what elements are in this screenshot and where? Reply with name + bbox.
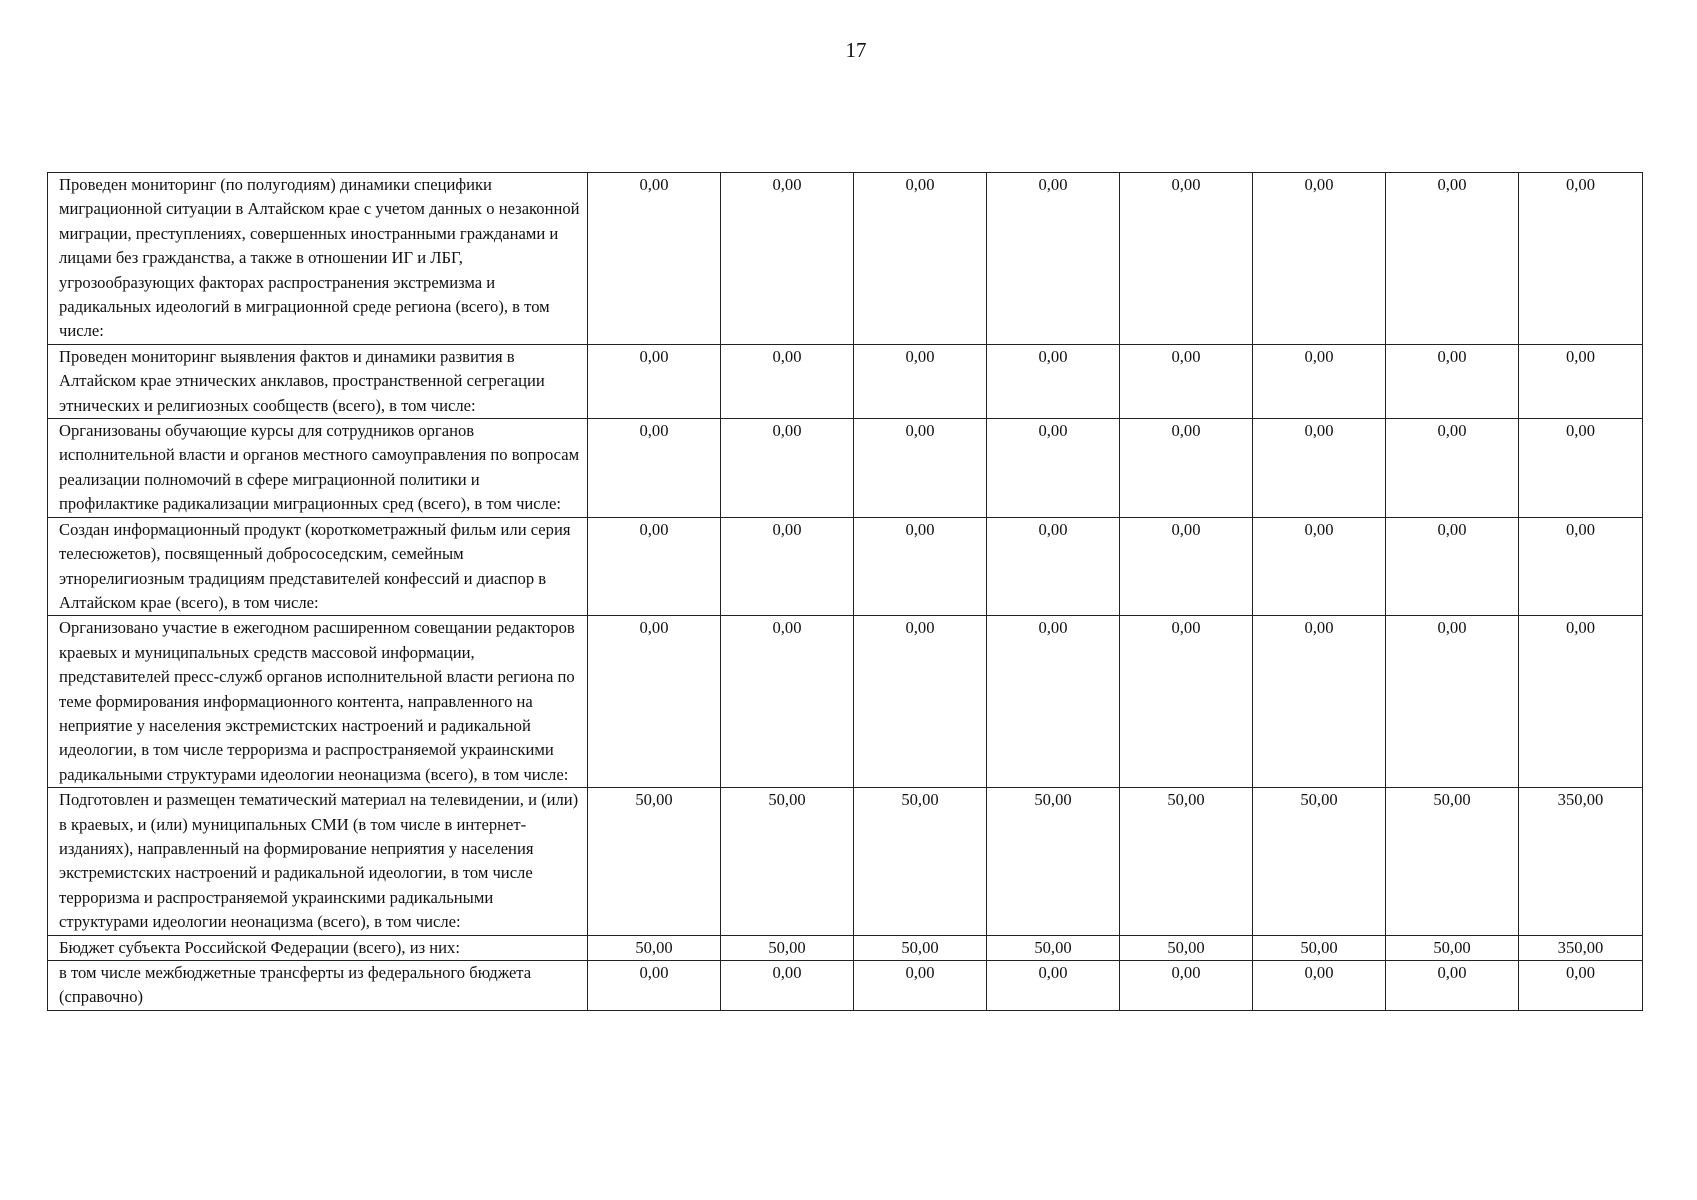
row-description: Организовано участие в ежегодном расширенном совещании редакторов краевых и муниципальных средств массовой информации, представителей пресс-служб органов исполнительной власти региона по теме формирования информационного контента, направленного на неприятие у населения экстремистских настроений и радикальной идеологии, в том числе терроризма и распространяемой украинскими радикальными структурами идеологии неонацизма (всего), в том числе: [48, 616, 588, 788]
row-value: 0,00 [987, 517, 1120, 616]
row-value: 0,00 [1386, 961, 1519, 1011]
table-row [48, 788, 1643, 935]
row-value: 0,00 [588, 173, 721, 345]
row-value: 0,00 [987, 419, 1120, 518]
row-value: 0,00 [1253, 344, 1386, 418]
row-description: Бюджет субъекта Российской Федерации (всего), из них: [48, 935, 588, 960]
row-value: 0,00 [721, 173, 854, 345]
row-value: 0,00 [987, 616, 1120, 788]
row-value: 0,00 [588, 419, 721, 518]
row-value: 0,00 [721, 517, 854, 616]
row-value: 0,00 [588, 344, 721, 418]
row-value: 50,00 [721, 788, 854, 935]
row-description: Подготовлен и размещен тематический материал на телевидении, и (или) в краевых, и (или) муниципальных СМИ (в том числе в интернет-изданиях), направленный на формирование неприятия у населения экстремистских настроений и радикальной идеологии, в том числе терроризма и распространяемой украинскими радикальными структурами идеологии неонацизма (всего), в том числе: [48, 788, 588, 935]
row-value: 50,00 [854, 788, 987, 935]
row-value: 0,00 [588, 961, 721, 1011]
table-row [48, 517, 1643, 616]
row-value: 50,00 [588, 788, 721, 935]
page-number: 17 [845, 38, 867, 62]
row-value: 0,00 [1253, 517, 1386, 616]
row-total: 0,00 [1519, 344, 1643, 418]
row-value: 50,00 [588, 935, 721, 960]
row-value: 0,00 [987, 173, 1120, 345]
table-row [48, 935, 1643, 960]
row-value: 50,00 [1120, 788, 1253, 935]
row-value: 50,00 [1120, 935, 1253, 960]
row-value: 0,00 [1386, 616, 1519, 788]
row-value: 0,00 [1120, 517, 1253, 616]
row-value: 0,00 [1253, 419, 1386, 518]
row-value: 50,00 [1386, 935, 1519, 960]
row-value: 0,00 [1253, 616, 1386, 788]
row-description: в том числе межбюджетные трансферты из федерального бюджета (справочно) [48, 961, 588, 1011]
table-row [48, 961, 1643, 1011]
row-description: Проведен мониторинг (по полугодиям) динамики специфики миграционной ситуации в Алтайском крае с учетом данных о незаконной миграции, преступлениях, совершенных иностранными гражданами и лицами без гражданства, а также в отношении ИГ и ЛБГ, угрозообразующих факторах распространения экстремизма и радикальных идеологий в миграционной среде региона (всего), в том числе: [48, 173, 588, 345]
row-value: 50,00 [1386, 788, 1519, 935]
row-value: 0,00 [1386, 173, 1519, 345]
row-value: 0,00 [721, 344, 854, 418]
row-value: 0,00 [1253, 961, 1386, 1011]
row-value: 0,00 [854, 173, 987, 345]
row-description: Организованы обучающие курсы для сотрудников органов исполнительной власти и органов местного самоуправления по вопросам реализации полномочий в сфере миграционной политики и профилактике радикализации миграционных сред (всего), в том числе: [48, 419, 588, 518]
row-value: 0,00 [987, 344, 1120, 418]
row-value: 50,00 [987, 935, 1120, 960]
row-value: 50,00 [1253, 788, 1386, 935]
row-total: 0,00 [1519, 517, 1643, 616]
row-value: 0,00 [721, 961, 854, 1011]
row-value: 0,00 [1386, 344, 1519, 418]
row-total: 0,00 [1519, 419, 1643, 518]
row-total: 0,00 [1519, 616, 1643, 788]
row-value: 0,00 [1386, 517, 1519, 616]
row-value: 50,00 [1253, 935, 1386, 960]
row-description: Создан информационный продукт (короткометражный фильм или серия телесюжетов), посвященный добрососедским, семейным этнорелигиозным традициям представителей конфессий и диаспор в Алтайском крае (всего), в том числе: [48, 517, 588, 616]
row-value: 0,00 [1120, 961, 1253, 1011]
row-value: 0,00 [854, 517, 987, 616]
row-value: 0,00 [1386, 419, 1519, 518]
row-value: 0,00 [1120, 173, 1253, 345]
row-value: 50,00 [721, 935, 854, 960]
row-total: 0,00 [1519, 173, 1643, 345]
row-value: 0,00 [1120, 419, 1253, 518]
table-row [48, 419, 1643, 518]
table-row [48, 616, 1643, 788]
row-value: 50,00 [987, 788, 1120, 935]
row-total: 0,00 [1519, 961, 1643, 1011]
row-value: 0,00 [721, 616, 854, 788]
row-value: 0,00 [588, 616, 721, 788]
funding-table [47, 172, 1643, 1011]
table-row [48, 173, 1643, 345]
row-value: 0,00 [854, 616, 987, 788]
row-value: 0,00 [854, 344, 987, 418]
table-row [48, 344, 1643, 418]
row-total: 350,00 [1519, 788, 1643, 935]
row-value: 0,00 [987, 961, 1120, 1011]
row-value: 0,00 [1120, 344, 1253, 418]
row-value: 0,00 [854, 419, 987, 518]
row-value: 0,00 [1253, 173, 1386, 345]
row-total: 350,00 [1519, 935, 1643, 960]
row-value: 0,00 [854, 961, 987, 1011]
row-value: 0,00 [588, 517, 721, 616]
table-body [48, 173, 1643, 1011]
row-description: Проведен мониторинг выявления фактов и динамики развития в Алтайском крае этнических анклавов, пространственной сегрегации этнических и религиозных сообществ (всего), в том числе: [48, 344, 588, 418]
row-value: 0,00 [721, 419, 854, 518]
row-value: 0,00 [1120, 616, 1253, 788]
row-value: 50,00 [854, 935, 987, 960]
